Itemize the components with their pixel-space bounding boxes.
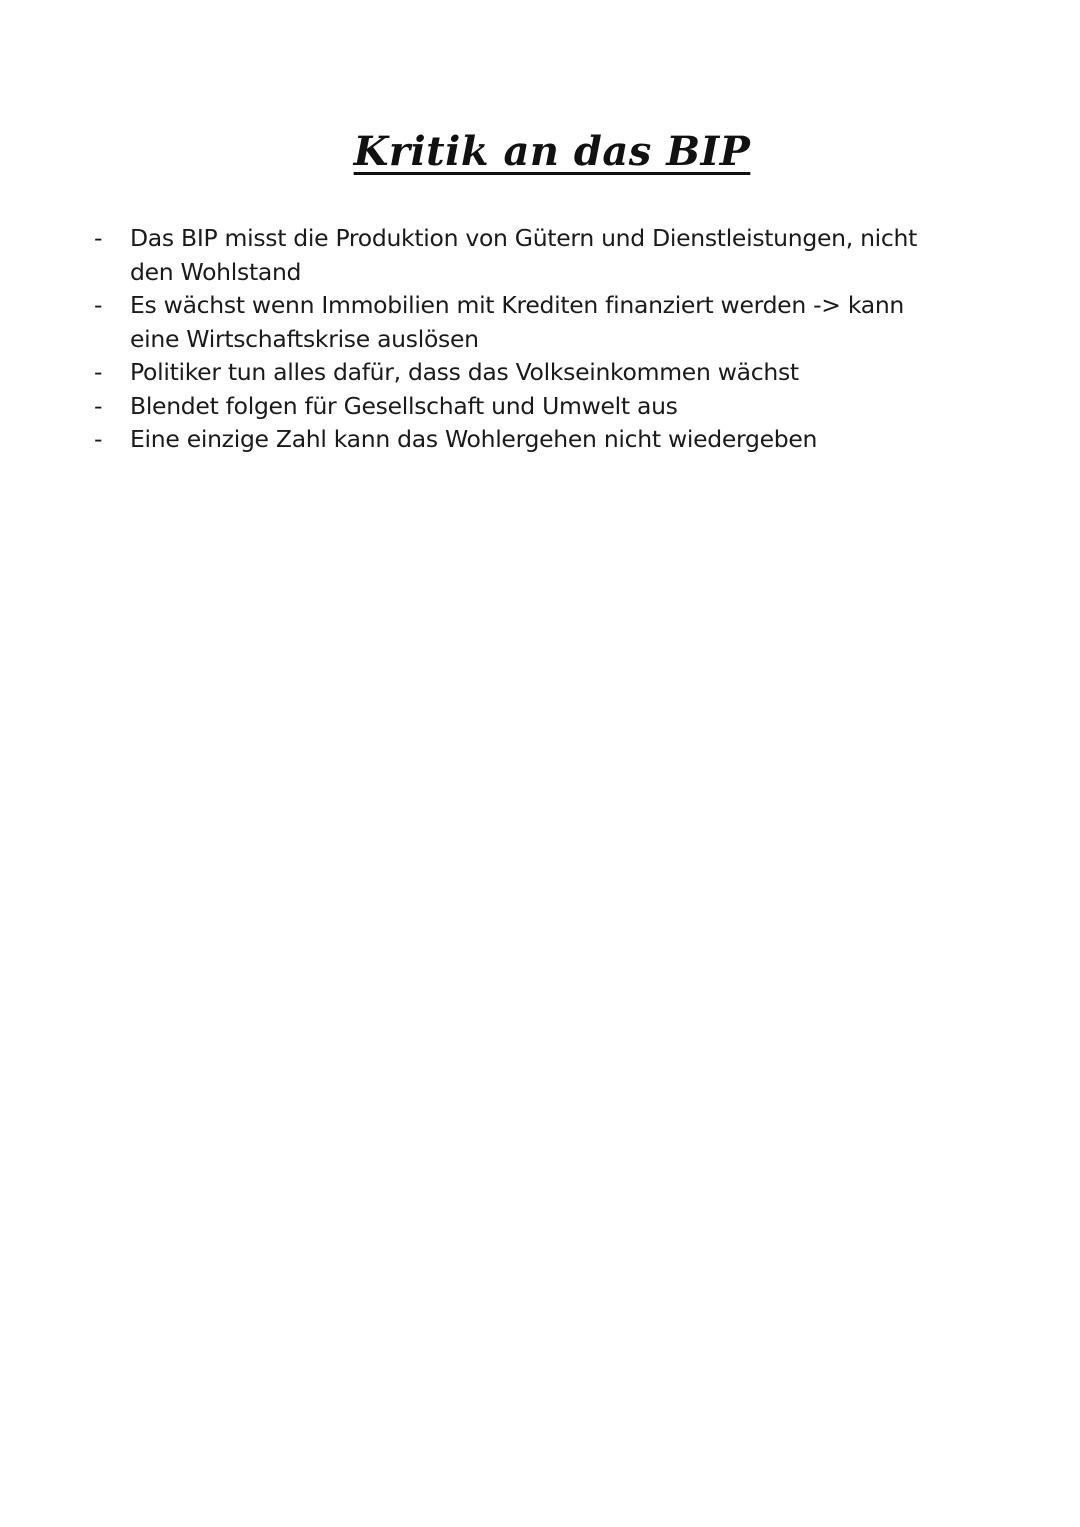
list-item-text: Das BIP misst die Produktion von Gütern und Dienstleistungen, nicht den Wohlstand (130, 224, 918, 286)
page-title: Kritik an das BIP (353, 128, 751, 175)
list-item-text: Blendet folgen für Gesellschaft und Umwelt aus (130, 391, 678, 420)
bullet-list (0, 222, 1080, 457)
list-item-text: Politiker tun alles dafür, dass das Volkseinkommen wächst (130, 358, 799, 386)
bullet-dash: - (94, 358, 103, 386)
bullet-dash: - (94, 391, 103, 420)
bullet-dash: - (94, 291, 103, 319)
list-item (0, 222, 920, 289)
list-item (0, 289, 920, 356)
list-item (0, 390, 920, 424)
list-item (0, 423, 920, 457)
bullet-dash: - (94, 224, 103, 252)
list-item-text: Eine einzige Zahl kann das Wohlergehen nicht wiedergeben (130, 425, 818, 453)
list-item (0, 356, 920, 390)
bullet-dash: - (94, 425, 103, 453)
list-item-text: Es wächst wenn Immobilien mit Krediten finanziert werden -> kann eine Wirtschaftskrise auslösen (130, 291, 905, 353)
